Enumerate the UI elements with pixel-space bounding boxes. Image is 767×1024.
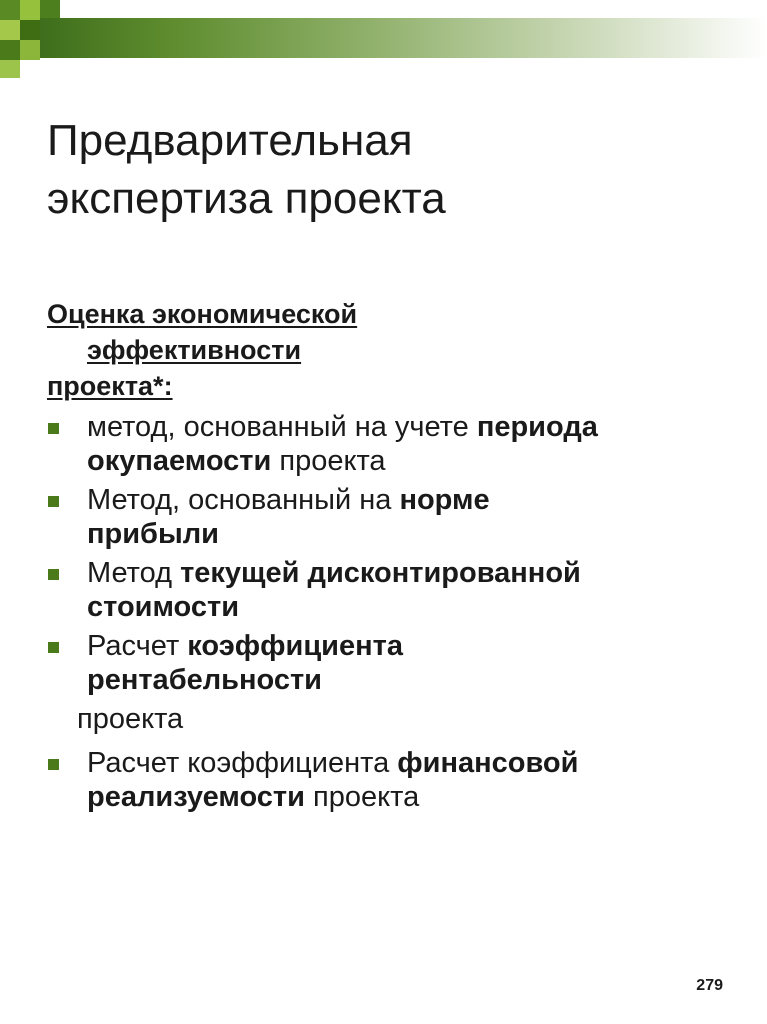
list-item-line bbox=[87, 780, 737, 814]
list-item-line bbox=[87, 517, 737, 551]
slide-title bbox=[47, 112, 727, 228]
item-bold-text: норме bbox=[399, 484, 490, 516]
square-bullet-icon bbox=[48, 759, 59, 770]
square-bullet-icon bbox=[48, 642, 59, 653]
item-bold-text: рентабельности bbox=[87, 664, 322, 696]
item-bold-text: реализуемости bbox=[87, 781, 305, 813]
section-heading-line: проекта*: bbox=[47, 371, 173, 401]
list-item bbox=[47, 629, 737, 697]
item-text: Метод bbox=[87, 557, 181, 589]
header-decoration bbox=[0, 0, 767, 80]
item-text: метод, основанный на учете bbox=[87, 411, 477, 443]
deco-square bbox=[20, 0, 40, 20]
page-number: 279 bbox=[696, 977, 723, 994]
list-item bbox=[47, 746, 737, 814]
item-bold-text: коэффициента bbox=[187, 630, 403, 662]
header-gradient-band bbox=[40, 18, 767, 58]
method-list bbox=[47, 410, 737, 819]
item-text: проекта bbox=[304, 781, 420, 813]
deco-square bbox=[20, 20, 40, 40]
list-item bbox=[47, 556, 737, 624]
list-item-line bbox=[87, 483, 737, 517]
list-item-line bbox=[87, 444, 737, 478]
list-item-line bbox=[87, 746, 737, 780]
continuation-text: проекта bbox=[77, 703, 184, 735]
item-text: Расчет bbox=[87, 630, 188, 662]
deco-square bbox=[0, 40, 20, 60]
item-text: проекта bbox=[271, 445, 386, 477]
deco-square bbox=[20, 40, 40, 60]
item-bold-text: финансовой bbox=[397, 747, 579, 779]
square-bullet-icon bbox=[48, 569, 59, 580]
section-heading-text: эффективности bbox=[87, 335, 302, 365]
deco-square bbox=[40, 0, 60, 18]
deco-square bbox=[0, 60, 20, 78]
square-bullet-icon bbox=[48, 496, 59, 507]
item-bold-text: стоимости bbox=[87, 591, 240, 623]
section-heading-line: Оценка экономической bbox=[47, 299, 358, 329]
list-item-line bbox=[87, 556, 737, 590]
item-text: Метод, основанный на bbox=[87, 484, 400, 516]
item-bold-text: прибыли bbox=[87, 518, 219, 550]
square-bullet-icon bbox=[48, 423, 59, 434]
list-item bbox=[47, 483, 737, 551]
section-heading bbox=[47, 296, 727, 404]
item-text: Расчет коэффициента bbox=[87, 747, 398, 779]
list-item-line bbox=[87, 410, 737, 444]
item-bold-text: окупаемости bbox=[87, 445, 272, 477]
deco-square bbox=[0, 0, 20, 20]
item-bold-text: текущей дисконтированной bbox=[180, 557, 581, 589]
deco-square bbox=[0, 20, 20, 40]
list-continuation bbox=[47, 702, 737, 736]
slide-title-line: Предварительная bbox=[47, 116, 413, 165]
list-item-line bbox=[87, 663, 737, 697]
slide-title-line: экспертиза проекта bbox=[47, 174, 446, 223]
item-bold-text: периода bbox=[476, 411, 598, 443]
section-heading-line bbox=[47, 332, 727, 368]
list-item-line bbox=[87, 629, 737, 663]
list-item-line bbox=[87, 590, 737, 624]
list-item bbox=[47, 410, 737, 478]
